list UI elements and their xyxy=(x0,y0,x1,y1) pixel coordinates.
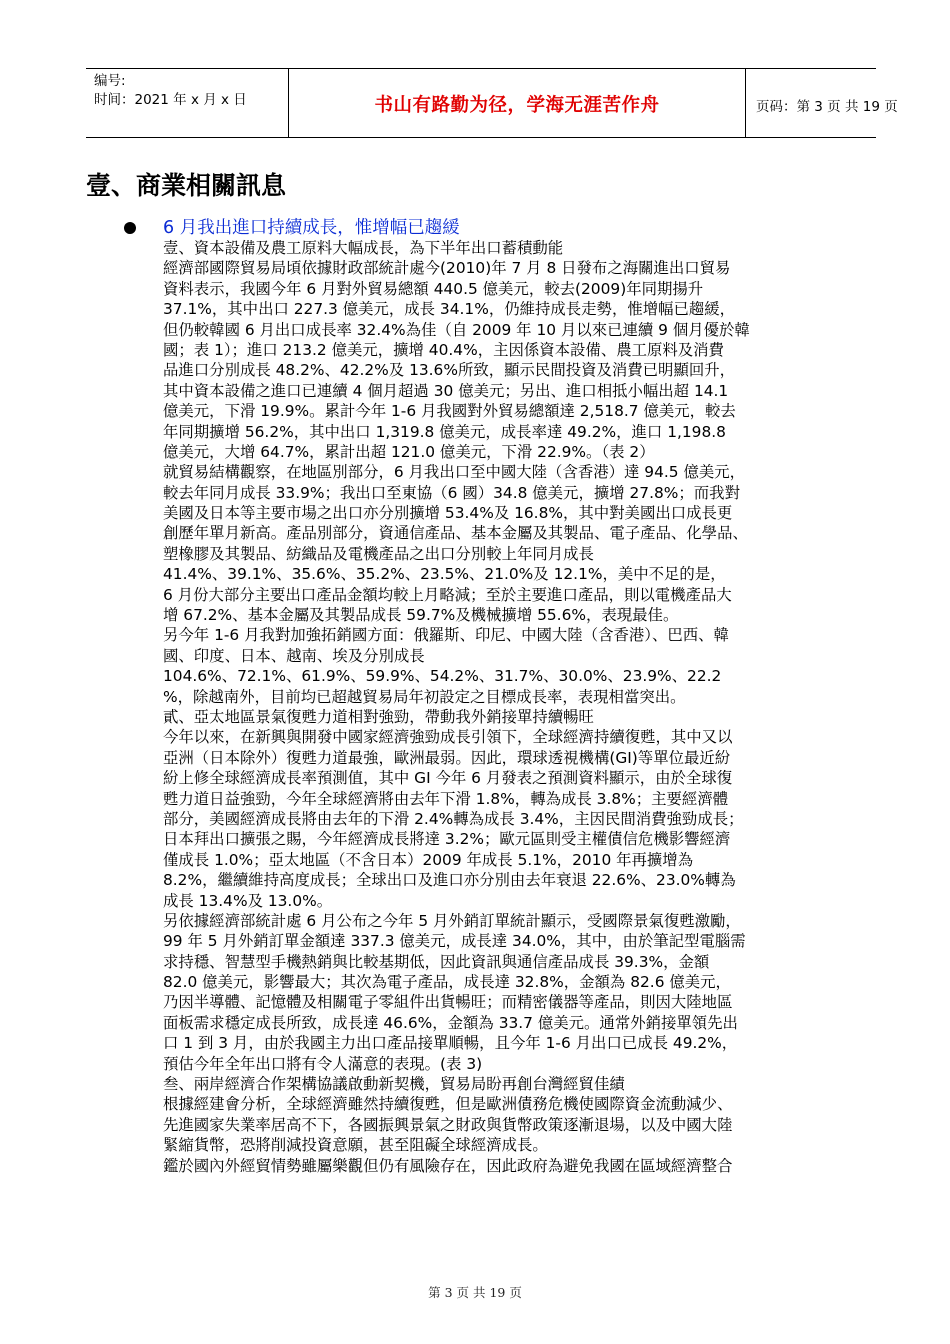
text-line: 41.4%、39.1%、35.6%、35.2%、23.5%、21.0%及 12.1%，美中不足的是， xyxy=(163,565,726,584)
text-line: 叁、兩岸經濟合作架構協議啟動新契機，貿易局盼再創台灣經貿佳績 xyxy=(163,1075,625,1094)
text-line: 僅成長 1.0%；亞太地區（不含日本）2009 年成長 5.1%，2010 年再擴增為 xyxy=(163,850,694,869)
text-line: 求持穩、智慧型手機熱銷與比較基期低，因此資訊與通信產品成長 39.3%，金額 xyxy=(163,952,710,971)
text-line: 緊縮貨幣，恐將削減投資意願，甚至阻礙全球經濟成長。 xyxy=(163,1136,548,1155)
text-line: 乃因半導體、記憶體及相關電子零組件出貨暢旺；而精密儀器等產品，則因大陸地區 xyxy=(163,993,733,1012)
text-line: 104.6%、72.1%、61.9%、59.9%、54.2%、31.7%、30.0%、23.9%、22.2 xyxy=(163,667,722,686)
text-line: 根據經建會分析，全球經濟雖然持續復甦，但是歐洲債務危機使國際資金流動減少、 xyxy=(163,1095,733,1114)
text-line: 6 月份大部分主要出口產品金額均較上月略減；至於主要進口產品，則以電機產品大 xyxy=(163,585,732,604)
text-line: 壹、資本設備及農工原料大幅成長，為下半年出口蓄積動能 xyxy=(163,239,564,257)
text-line: 億美元，下滑 19.9%。累計今年 1-6 月我國對外貿易總額達 2,518.7 億美元，較去 xyxy=(163,402,736,421)
text-line: 另依據經濟部統計處 6 月公布之今年 5 月外銷訂單統計顯示，受國際景氣復甦激勵， xyxy=(163,911,741,930)
text-line: 鑑於國內外經貿情勢雖屬樂觀但仍有風險存在，因此政府為避免我國在區域經濟整合 xyxy=(163,1156,733,1175)
header-meta-cell xyxy=(86,69,289,137)
bullet-icon xyxy=(124,222,136,234)
text-line: 今年以來，在新興與開發中國家經濟強勁成長引領下，全球經濟持續復甦，其中又以 xyxy=(163,728,733,747)
header-page-cell xyxy=(746,69,898,137)
text-line: 年同期擴增 56.2%，其中出口 1,319.8 億美元，成長率達 49.2%，進口 1,198.8 xyxy=(163,422,726,441)
text-line: 面板需求穩定成長所致，成長達 46.6%，金額為 33.7 億美元。通常外銷接單領先出 xyxy=(163,1013,738,1032)
text-line: %，除越南外，目前均已超越貿易局年初設定之目標成長率，表現相當突出。 xyxy=(163,687,686,706)
text-line: 創歷年單月新高。產品別部分，資通信產品、基本金屬及其製品、電子產品、化學品、 xyxy=(163,524,748,543)
text-line: 紛上修全球經濟成長率預測值，其中 GI 今年 6 月發表之預測資料顯示，由於全球復 xyxy=(163,769,733,788)
text-line: 部分，美國經濟成長將由去年的下滑 2.4%轉為成長 3.4%，主因民間消費強勁成長； xyxy=(163,809,744,828)
text-line: 8.2%，繼續維持高度成長；全球出口及進口亦分別由去年衰退 22.6%、23.0%轉為 xyxy=(163,871,736,890)
header-motto-cell xyxy=(289,69,746,137)
text-line: 品進口分別成長 48.2%、42.2%及 13.6%所致，顯示民間投資及消費已明顯回升， xyxy=(163,361,736,380)
text-line: 國、印度、日本、越南、埃及分別成長 xyxy=(163,646,425,665)
text-line: 國；表 1）；進口 213.2 億美元，擴增 40.4%，主因係資本設備、農工原料及消費 xyxy=(163,340,724,359)
document-header xyxy=(86,68,898,138)
text-line: 資料表示，我國今年 6 月對外貿易總額 440.5 億美元，較去(2009)年同期揚升 xyxy=(163,279,704,298)
text-line: 口 1 到 3 月，由於我國主力出口產品接單順暢，且今年 1-6 月出口已成長 49.2%， xyxy=(163,1034,738,1053)
subtitle: 6 月我出進口持續成長，惟增幅已趨緩 xyxy=(163,218,460,238)
header-motto: 书山有路勤为径，学海无涯苦作舟 xyxy=(374,95,660,116)
text-line: 貳、亞太地區景氣復甦力道相對強勁，帶動我外銷接單持續暢旺 xyxy=(163,707,594,726)
text-line: 先進國家失業率居高不下，各國振興景氣之財政與貨幣政策逐漸退場，以及中國大陸 xyxy=(163,1115,733,1134)
text-line: 甦力道日益強勁，今年全球經濟將由去年下滑 1.8%，轉為成長 3.8%；主要經濟體 xyxy=(163,789,729,808)
text-line: 較去年同月成長 33.9%；我出口至東協（6 國）34.8 億美元，擴增 27.8%；而我對 xyxy=(163,483,740,502)
text-line: 增 67.2%、基本金屬及其製品成長 59.7%及機械擴增 55.6%，表現最佳。 xyxy=(163,606,679,625)
section-title: 壹、商業相關訊息 xyxy=(86,171,287,200)
time-label: 时间：2021 年 x 月 x 日 xyxy=(94,92,247,108)
text-line: 塑橡膠及其製品、紡織品及電機產品之出口分別較上年同月成長 xyxy=(163,544,594,563)
text-line: 亞洲（日本除外）復甦力道最強，歐洲最弱。因此，環球透視機構(GI)等單位最近紛 xyxy=(163,748,731,767)
text-line: 億美元，大增 64.7%，累計出超 121.0 億美元，下滑 22.9%。（表 2） xyxy=(163,442,655,461)
text-line: 美國及日本等主要市場之出口亦分別擴增 53.4%及 16.8%，其中對美國出口成長更 xyxy=(163,504,733,523)
text-line: 日本拜出口擴張之賜，今年經濟成長將達 3.2%；歐元區則受主權債信危機影響經濟 xyxy=(163,830,731,849)
text-line: 37.1%，其中出口 227.3 億美元，成長 34.1%，仍維持成長走勢，惟增幅已趨緩， xyxy=(163,300,736,319)
text-line: 經濟部國際貿易局頃依據財政部統計處今(2010)年 7 月 8 日發布之海關進出口貿易 xyxy=(163,259,731,278)
text-line: 另今年 1-6 月我對加強拓銷國方面：俄羅斯、印尼、中國大陸（含香港）、巴西、韓 xyxy=(163,626,729,645)
text-line: 就貿易結構觀察，在地區別部分，6 月我出口至中國大陸（含香港）達 94.5 億美元， xyxy=(163,463,746,482)
text-line: 預估今年全年出口將有令人滿意的表現。(表 3) xyxy=(163,1054,483,1073)
text-line: 成長 13.4%及 13.0%。 xyxy=(163,891,333,910)
text-line: 99 年 5 月外銷訂單金額達 337.3 億美元，成長達 34.0%，其中，由於筆記型電腦需 xyxy=(163,932,746,951)
page-footer: 第 3 页 共 19 页 xyxy=(428,1285,522,1300)
text-line: 其中資本設備之進口已連續 4 個月超過 30 億美元；另出、進口相抵小幅出超 14.1 xyxy=(163,381,729,400)
text-line: 82.0 億美元，影響最大；其次為電子產品，成長達 32.8%，金額為 82.6 億美元， xyxy=(163,973,731,992)
number-label: 编号: xyxy=(94,73,126,89)
body-text xyxy=(163,238,893,1176)
header-page-info: 页码：第 3 页 共 19 页 xyxy=(756,99,898,115)
text-line: 但仍較韓國 6 月出口成長率 32.4%為佳（自 2009 年 10 月以來已連續 9 個月優於韓 xyxy=(163,320,750,339)
